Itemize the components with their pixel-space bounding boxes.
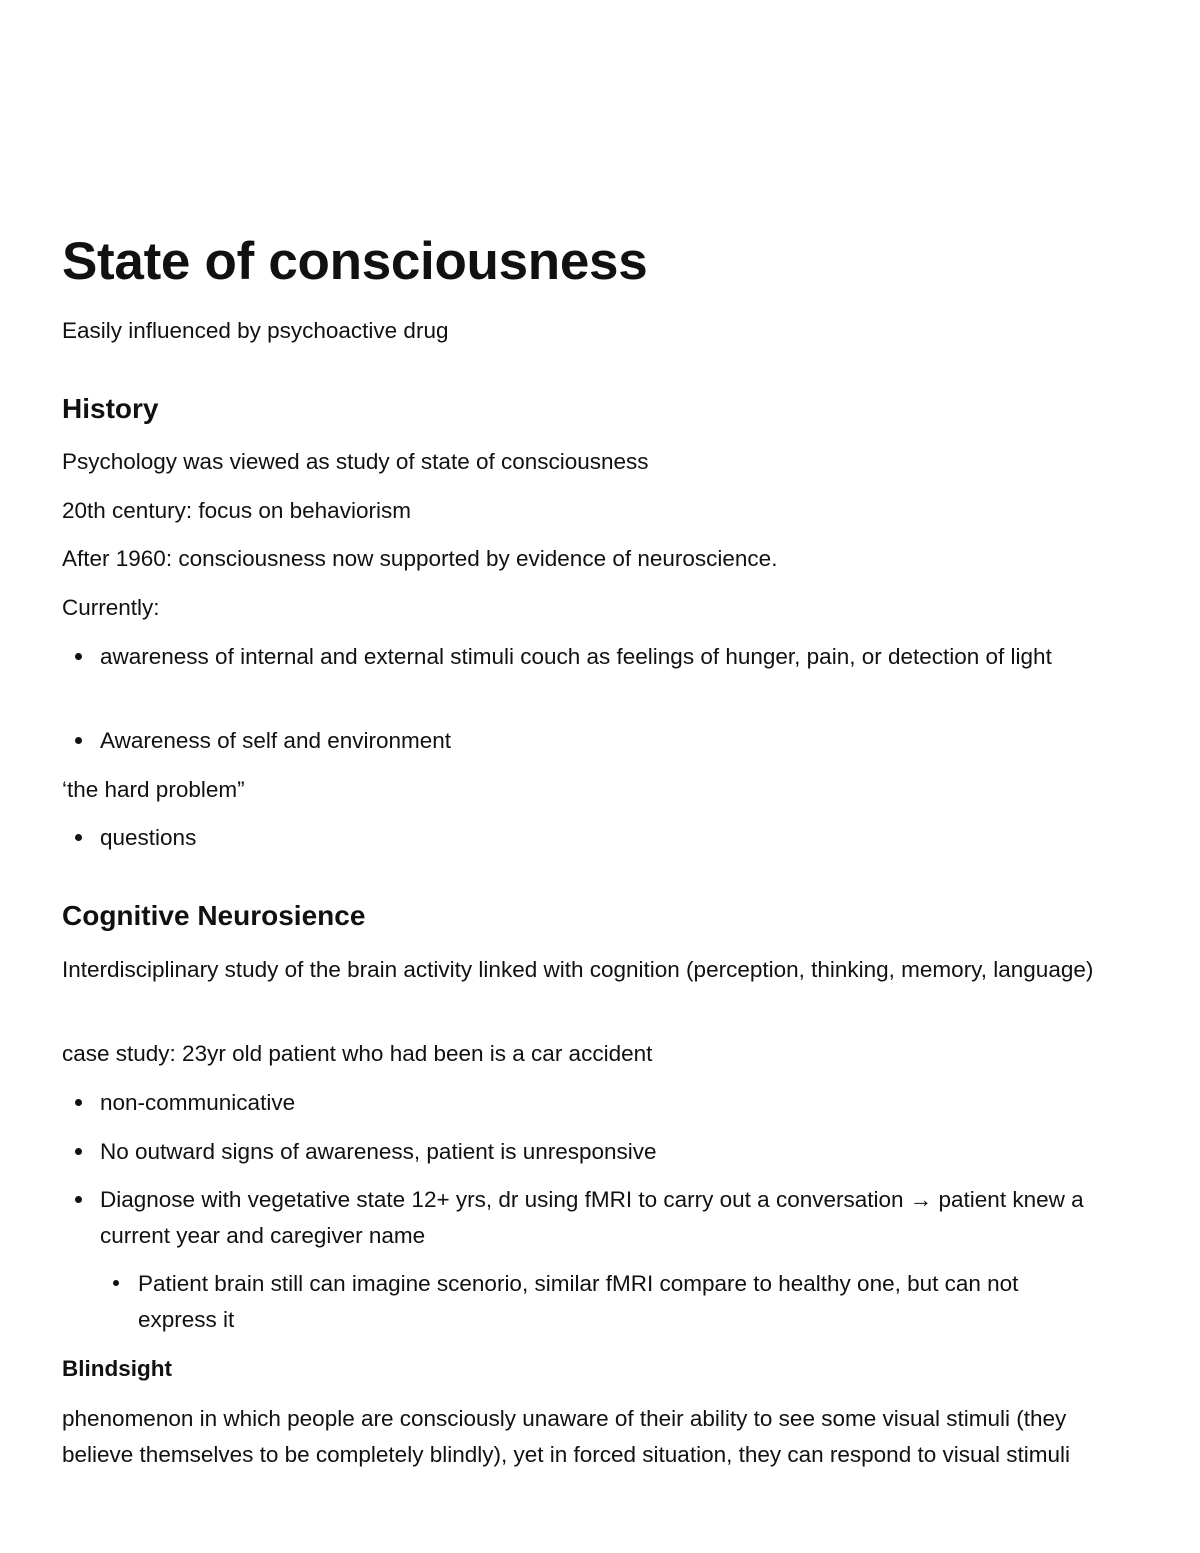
list-item <box>100 1134 1110 1170</box>
list-item <box>100 1182 1110 1254</box>
bullet-icon <box>75 1148 82 1155</box>
history-paragraph-4: Currently: <box>62 595 160 620</box>
list-item-text: No outward signs of awareness, patient is unresponsive <box>100 1139 657 1164</box>
list-item-text: non-communicative <box>100 1090 296 1115</box>
cognitive-paragraph-2: case study: 23yr old patient who had been is a car accident <box>62 1041 653 1066</box>
list-item-text: Awareness of self and environment <box>100 728 452 753</box>
intro-text: Easily influenced by psychoactive drug <box>62 318 449 343</box>
list-item-text: Patient brain still can imagine scenorio, similar fMRI compare to healthy one, but can not express it <box>138 1271 1019 1332</box>
list-item <box>100 639 1110 675</box>
blindsight-paragraph: phenomenon in which people are consciously unaware of their ability to see some visual stimuli (they believe themselves to be completely blindly), yet in forced situation, they can respond to visual stimuli <box>62 1406 1071 1467</box>
list-item <box>100 723 1110 759</box>
history-heading: History <box>62 393 159 424</box>
list-item-text: awareness of internal and external stimuli couch as feelings of hunger, pain, or detection of light <box>100 644 1052 669</box>
bullet-icon <box>75 1099 82 1106</box>
bullet-icon <box>75 834 82 841</box>
bullet-icon <box>75 1196 82 1203</box>
blindsight-heading: Blindsight <box>62 1356 172 1381</box>
list-item-text: Diagnose with vegetative state 12+ yrs, dr using fMRI to carry out a conversation → patient knew a current year and caregiver name <box>100 1187 1084 1248</box>
cognitive-heading: Cognitive Neurosience <box>62 900 366 931</box>
bullet-icon <box>75 737 82 744</box>
bullet-icon <box>113 1280 119 1286</box>
hard-problem-text: ‘the hard problem” <box>62 777 245 802</box>
list-item <box>100 820 1110 856</box>
bullet-icon <box>75 653 82 660</box>
page-title: State of consciousness <box>62 232 648 291</box>
list-item <box>100 1085 1110 1121</box>
nested-list-item <box>138 1266 1098 1338</box>
list-item-text: questions <box>100 825 197 850</box>
history-paragraph-2: 20th century: focus on behaviorism <box>62 498 411 523</box>
cognitive-paragraph-1: Interdisciplinary study of the brain activity linked with cognition (perception, thinking, memory, language) <box>62 957 1094 982</box>
history-paragraph-3: After 1960: consciousness now supported by evidence of neuroscience. <box>62 546 778 571</box>
history-paragraph-1: Psychology was viewed as study of state of consciousness <box>62 449 649 474</box>
